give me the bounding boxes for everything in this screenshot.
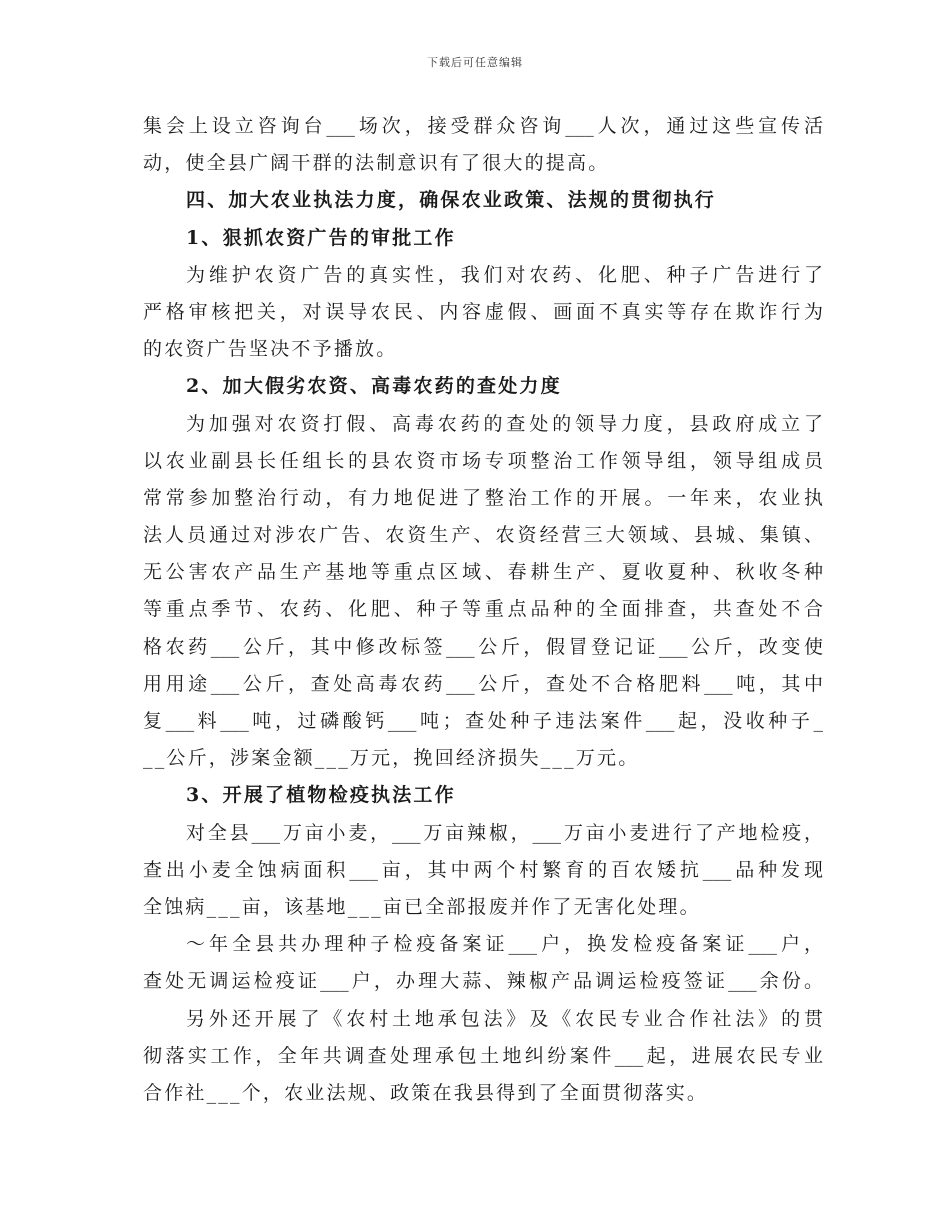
paragraph-line: 格农药___公斤，其中修改标签___公斤，假冒登记证___公斤，改变使	[143, 635, 823, 658]
paragraph-line: 的农资广告坚决不予播放。	[143, 338, 398, 361]
paragraph-line: 查出小麦全蚀病面积___亩，其中两个村繁育的百农矮抗___品种发现	[143, 858, 823, 881]
section-heading: 四、加大农业执法力度，确保农业政策、法规的贯彻执行	[186, 189, 717, 212]
paragraph-line: __公斤，涉案金额___万元，挽回经济损失___万元。	[143, 747, 640, 770]
paragraph-line: 合作社___个，农业法规、政策在我县得到了全面贯彻落实。	[143, 1081, 709, 1104]
paragraph-line: 以农业副县长任组长的县农资市场专项整治工作领导组，领导组成员	[143, 449, 823, 472]
paragraph-line: 全蚀病___亩，该基地___亩已全部报废并作了无害化处理。	[143, 895, 701, 918]
paragraph-line: 对全县___万亩小麦，___万亩辣椒，___万亩小麦进行了产地检疫，	[186, 821, 823, 844]
paragraph-line: 复___料___吨，过磷酸钙___吨；查处种子违法案件___起，没收种子_	[143, 710, 823, 732]
paragraph-line: 另外还开展了《农村土地承包法》及《农民专业合作社法》的贯	[186, 1007, 823, 1030]
paragraph-line: 用用途___公斤，查处高毒农药___公斤，查处不合格肥料___吨，其中	[143, 672, 823, 695]
paragraph-line: 法人员通过对涉农广告、农资生产、农资经营三大领域、县城、集镇、	[143, 524, 823, 547]
section-heading: 1、狠抓农资广告的审批工作	[186, 226, 456, 249]
paragraph-line: 常常参加整治行动，有力地促进了整治工作的开展。一年来，农业执	[143, 486, 823, 509]
paragraph-line: 严格审核把关，对误导农民、内容虚假、画面不真实等存在欺诈行为	[143, 300, 823, 323]
document-body	[143, 108, 823, 1112]
paragraph-line: 为维护农资广告的真实性，我们对农药、化肥、种子广告进行了	[186, 263, 823, 286]
paragraph-line: 彻落实工作，全年共调查处理承包土地纠纷案件___起，进展农民专业	[143, 1044, 823, 1067]
section-heading: 2、加大假劣农资、高毒农药的查处力度	[186, 375, 562, 398]
paragraph-line: 为加强对农资打假、高毒农药的查处的领导力度，县政府成立了	[186, 412, 823, 435]
section-heading: 3、开展了植物检疫执法工作	[186, 784, 456, 807]
paragraph-line: 等重点季节、农药、化肥、种子等重点品种的全面排查，共查处不合	[143, 598, 823, 621]
paragraph-line: 动，使全县广阔干群的法制意识有了很大的提高。	[143, 152, 610, 175]
paragraph-line: ～年全县共办理种子检疫备案证___户，换发检疫备案证___户，	[186, 933, 823, 956]
page-header: 下载后可任意编辑	[427, 56, 523, 69]
paragraph-line: 集会上设立咨询台___场次，接受群众咨询___人次，通过这些宣传活	[143, 115, 823, 137]
paragraph-line: 查处无调运检疫证___户，办理大蒜、辣椒产品调运检疫签证___余份。	[143, 970, 823, 993]
paragraph-line: 无公害农产品生产基地等重点区域、春耕生产、夏收夏种、秋收冬种	[143, 561, 823, 584]
